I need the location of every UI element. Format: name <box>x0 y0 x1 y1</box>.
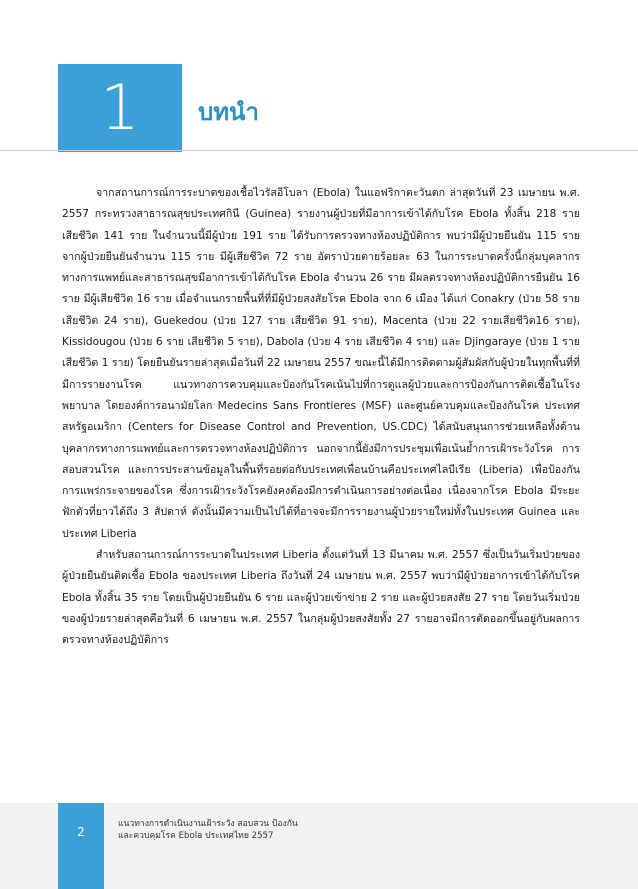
paragraph: สำหรับสถานการณ์การระบาดในประเทศ Liberia ตั้งแต่วันที่ 13 มีนาคม พ.ศ. 2557 ซึ่งเป็นวันเริ่มป่วยของผู้ป่วยยืนยันติดเชื้อ Ebola ของประเทศ Liberia ถึงวันที่ 24 เมษายน พ.ศ. 2557 พบว่ามีผู้ป่วยอาการเข้าได้กับโรค Ebola ทั้งสิ้น 35 ราย โดยเป็นผู้ป่วยยืนยัน 6 ราย และผู้ป่วยเข้าข่าย 2 ราย และผู้ป่วยสงสัย 27 ราย โดยวันเริ่มป่วยของผู้ป่วยรายล่าสุดคือวันที่ 6 เมษายน พ.ศ. 2557 ในกลุ่มผู้ป่วยสงสัยทั้ง 27 รายอาจมีการตัดออกขึ้นอยู่กับผลการตรวจทางห้องปฏิบัติการ <box>62 549 580 647</box>
page-number: 2 <box>77 825 85 839</box>
header-divider <box>0 150 638 151</box>
page-number-box <box>58 803 104 889</box>
chapter-number-box <box>58 64 182 152</box>
footer-line: แนวทางการดำเนินงานเฝ้าระวัง สอบสวน ป้องกัน <box>118 819 298 829</box>
footer-line: และควบคุมโรค Ebola ประเทศไทย 2557 <box>118 831 274 841</box>
chapter-header <box>0 0 638 152</box>
chapter-title: บทนำ <box>198 98 259 126</box>
footer-caption <box>118 818 298 842</box>
body-text <box>62 183 580 652</box>
paragraph: จากสถานการณ์การระบาดของเชื้อไวรัสอีโบลา (Ebola) ในแอฟริกาตะวันตก ล่าสุดวันที่ 23 เมษายน พ.ศ. 2557 กระทรวงสาธารณสุขประเทศกินี (Guinea) รายงานผู้ป่วยที่มีอาการเข้าได้กับโรค Ebola ทั้งสิ้น 218 ราย เสียชีวิต 141 ราย ในจำนวนนี้มีผู้ป่วย 191 ราย ได้รับการตรวจทางห้องปฏิบัติการ พบว่ามีผู้ป่วยยืนยัน 115 ราย จากผู้ป่วยยืนยันจำนวน 115 ราย มีผู้เสียชีวิต 72 ราย อัตราป่วยตายร้อยละ 63 ในการระบาดครั้งนี้กลุ่มบุคลากรทางการแพทย์และสาธารณสุขมีอาการเข้าได้กับโรค Ebola จำนวน 26 ราย มีผลตรวจทางห้องปฏิบัติการยืนยัน 16 ราย มีผู้เสียชีวิต 16 ราย เมื่อจำแนกรายพื้นที่ที่มีผู้ป่วยสงสัยโรค Ebola จาก 6 เมือง ได้แก่ Conakry (ป่วย 58 ราย เสียชีวิต 24 ราย), Guekedou (ป่วย 127 ราย เสียชีวิต 91 ราย), Macenta (ป่วย 22 รายเสียชีวิต16 ราย), Kissidougou (ป่วย 6 ราย เสียชีวิต 5 ราย), Dabola (ป่วย 4 ราย เสียชีวิต 4 ราย) และ Djingaraye (ป่วย 1 ราย เสียชีวิต 1 ราย) โดยยืนยันรายล่าสุดเมื่อวันที่ 22 เมษายน 2557 ขณะนี้ได้มีการติดตามผู้สัมผัสกับผู้ป่วยในทุกพื้นที่ที่มีการรายงานโรค แนวทางการควบคุมและป้องกันโรคเน้นไปที่การดูแลผู้ป่วยและการป้องกันการติดเชื้อในโรงพยาบาล โดยองค์การอนามัยโลก Medecins Sans Frontieres (MSF) และศูนย์ควบคุมและป้องกันโรค ประเทศสหรัฐอเมริกา (Centers for Disease Control and Prevention, US.CDC) ได้สนับสนุนการช่วยเหลือทั้งด้านบุคลากรทางการแพทย์และการตรวจทางห้องปฏิบัติการ นอกจากนี้ยังมีการประชุมเพื่อเน้นย้ำการเฝ้าระวังโรค การสอบสวนโรค และการประสานข้อมูลในพื้นที่รอยต่อกับประเทศเพื่อนบ้านคือประเทศไลบีเรีย (Liberia) เพื่อป้องกันการแพร่กระจายของโรค ซึ่งการเฝ้าระวังโรคยังคงต้องมีการดำเนินการอย่างต่อเนื่อง เนื่องจากโรค Ebola มีระยะฟักตัวที่ยาวได้ถึง 3 สัปดาห์ ดังนั้นมีความเป็นไปได้ที่อาจจะมีการรายงานผู้ป่วยรายใหม่ทั้งในประเทศ Guinea และประเทศ Liberia <box>62 187 580 540</box>
chapter-number: 1 <box>100 71 140 144</box>
